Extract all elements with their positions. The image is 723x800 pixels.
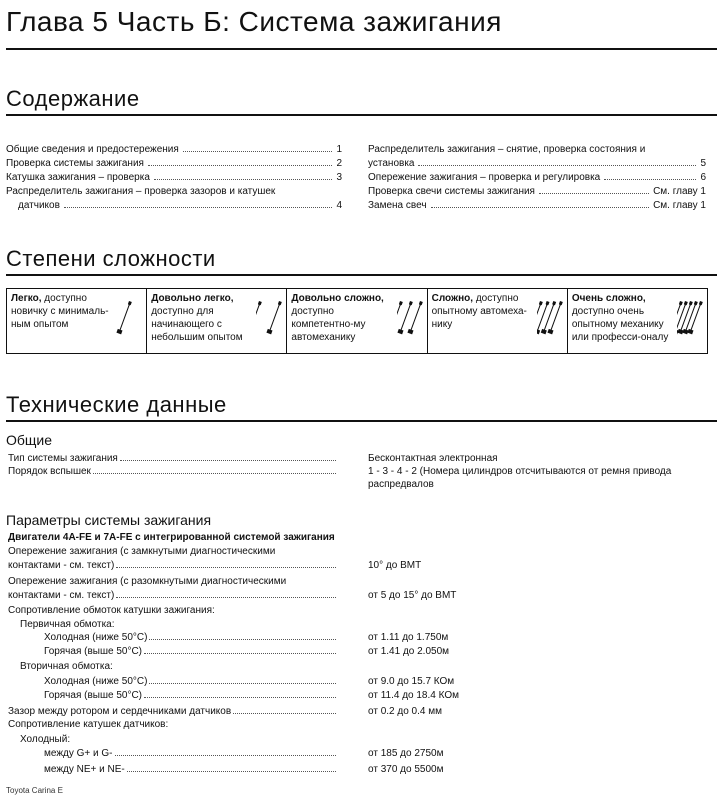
toc-item[interactable]: Проверка системы зажигания 2 xyxy=(6,158,342,169)
wrench-icon-group xyxy=(677,297,703,339)
wrench-icon-group xyxy=(116,297,142,339)
spec-row: контактами - см. текст) xyxy=(8,590,338,601)
spec-row: Сопротивление катушек датчиков: xyxy=(8,719,169,730)
spec-row: между NE+ и NE- xyxy=(44,764,338,775)
difficulty-table xyxy=(6,288,708,354)
contents-heading: Содержание xyxy=(6,86,140,111)
engine-note: Двигатели 4A-FE и 7A-FE с интегрированной системой зажигания xyxy=(8,532,335,543)
spec-row: Холодная (ниже 50°C) xyxy=(44,632,338,643)
spec-value: от 5 до 15° до ВМТ xyxy=(368,590,457,601)
specs-heading: Технические данные xyxy=(6,392,227,417)
spec-value: от 9.0 до 15.7 КОм xyxy=(368,676,455,687)
ignition-heading: Параметры системы зажигания xyxy=(6,512,212,528)
spec-value: 10° до ВМТ xyxy=(368,560,422,571)
toc-item[interactable]: Проверка свечи системы зажигания См. главу 1 xyxy=(368,186,706,197)
difficulty-level-4: Сложно, доступно опытному автомеха-нику xyxy=(428,289,568,353)
spec-value: распредвалов xyxy=(368,479,434,490)
wrench-icon xyxy=(397,301,404,335)
spec-value: от 0.2 до 0.4 мм xyxy=(368,706,442,717)
spec-row: Опережение зажигания (с замкнутыми диагностическими xyxy=(8,546,276,557)
spec-row: Горячая (выше 50°C) xyxy=(44,646,338,657)
spec-row: Сопротивление обмоток катушки зажигания: xyxy=(8,605,215,616)
toc-item[interactable]: Общие сведения и предостережения 1 xyxy=(6,144,342,155)
spec-row: Вторичная обмотка: xyxy=(20,661,113,672)
spec-row: Горячая (выше 50°C) xyxy=(44,690,338,701)
toc-item[interactable]: Распределитель зажигания – проверка зазоров и катушек xyxy=(6,186,276,197)
spec-value: от 1.41 до 2.050м xyxy=(368,646,450,657)
wrench-icon-group xyxy=(256,297,282,339)
footer: Toyota Carina E xyxy=(6,786,63,795)
specs-rule xyxy=(6,420,717,422)
toc-item[interactable]: установка 5 xyxy=(368,158,706,169)
wrench-icon xyxy=(547,301,563,335)
spec-value: от 370 до 5500м xyxy=(368,764,444,775)
difficulty-level-3: Довольно сложно, доступно компетентно-му автомеханику xyxy=(287,289,427,353)
toc-item[interactable]: Катушка зажигания – проверка 3 xyxy=(6,172,342,183)
difficulty-level-2: Довольно легко, доступно для начинающего с небольшим опытом xyxy=(147,289,287,353)
difficulty-level-1: Легко, доступно новичку с минималь-ным опытом xyxy=(7,289,147,353)
spec-row: Тип системы зажигания xyxy=(8,453,338,464)
spec-row: Опережение зажигания (с разомкнутыми диагностическими xyxy=(8,576,287,587)
wrench-icon-group xyxy=(537,297,563,339)
contents-rule xyxy=(6,114,717,116)
toc-item[interactable]: датчиков 4 xyxy=(18,200,342,211)
spec-value: от 1.11 до 1.750м xyxy=(368,632,449,643)
spec-row: Холодная (ниже 50°C) xyxy=(44,676,338,687)
title-rule xyxy=(6,48,717,50)
spec-value: Бесконтактная электронная xyxy=(368,453,498,464)
wrench-icon xyxy=(256,301,263,335)
general-heading: Общие xyxy=(6,432,53,448)
wrench-icon xyxy=(117,301,133,335)
toc-item[interactable]: Замена свеч См. главу 1 xyxy=(368,200,706,211)
difficulty-heading: Степени сложности xyxy=(6,246,216,271)
toc-item[interactable]: Распределитель зажигания – снятие, проверка состояния и xyxy=(368,144,646,155)
spec-value: от 11.4 до 18.4 КОм xyxy=(368,690,459,701)
spec-value: от 185 до 2750м xyxy=(368,748,444,759)
difficulty-level-5: Очень сложно, доступно очень опытному механику или професси-оналу xyxy=(568,289,707,353)
spec-row: Порядок вспышек xyxy=(8,466,338,477)
toc-item[interactable]: Опережение зажигания – проверка и регулировка 6 xyxy=(368,172,706,183)
wrench-icon-group xyxy=(397,297,423,339)
spec-row: Первичная обмотка: xyxy=(20,619,115,630)
spec-row: Зазор между ротором и сердечниками датчиков xyxy=(8,706,338,717)
chapter-title: Глава 5 Часть Б: Система зажигания xyxy=(6,6,502,37)
difficulty-rule xyxy=(6,274,717,276)
spec-row: контактами - см. текст) xyxy=(8,560,338,571)
spec-value: 1 - 3 - 4 - 2 (Номера цилиндров отсчитываются от ремня привода xyxy=(368,466,672,477)
wrench-icon xyxy=(267,301,283,335)
spec-row: Холодный: xyxy=(20,734,71,745)
spec-row: между G+ и G- xyxy=(44,748,338,759)
